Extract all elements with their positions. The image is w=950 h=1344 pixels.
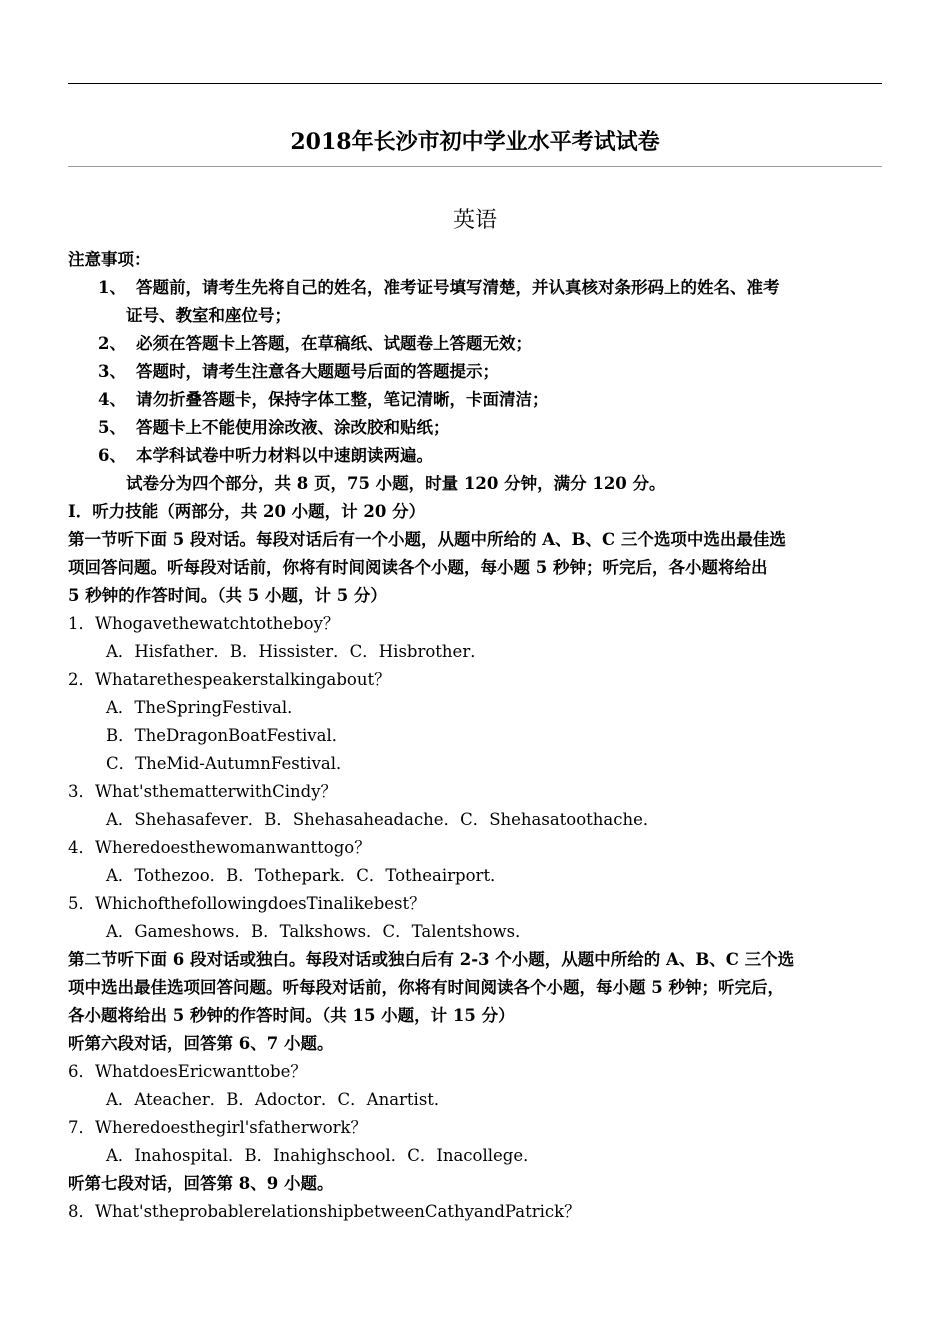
notice-text: 请勿折叠答题卡，保持字体工整，笔记清晰，卡面清洁； [136, 390, 549, 409]
question-2-option-a: A．TheSpringFestival． [106, 698, 304, 717]
question-7-options: A．Inahospital．B．Inahighschool．C．Inacollege． [106, 1146, 540, 1165]
exam-title: 2018年长沙市初中学业水平考试试卷 [290, 129, 660, 155]
question-2: 2．Whatarethespeakerstalkingabout？ [68, 670, 391, 689]
section1-instructions-line3: 5 秒钟的作答时间。（共 5 小题，计 5 分） [68, 586, 387, 605]
dialog-7-instruction: 听第七段对话，回答第 8、9 小题。 [68, 1174, 334, 1193]
notice-heading: 注意事项： [68, 250, 151, 269]
question-3: 3．What'sthematterwithCindy？ [68, 782, 338, 801]
section2-instructions-line1: 第二节听下面 6 段对话或独白。每段对话或独白后有 2-3 个小题，从题中所给的 A、B、C 三个选 [68, 950, 795, 969]
question-1-options: A．Hisfather．B．Hissister．C．Hisbrother． [106, 642, 487, 661]
notice-num: 3、 [98, 362, 126, 381]
notice-text: 必须在答题卡上答题，在草稿纸、试题卷上答题无效； [136, 334, 532, 353]
notice-item-3 [68, 358, 888, 386]
notice-num: 1、 [98, 278, 126, 297]
section2-instructions-line3: 各小题将给出 5 秒钟的作答时间。（共 15 小题，计 15 分） [68, 1006, 515, 1025]
question-2-option-b: B．TheDragonBoatFestival． [106, 726, 349, 745]
subject-title: 英语 [452, 208, 497, 233]
notice-item-1-cont: 证号、教室和座位号； [126, 306, 291, 325]
notice-item-2 [68, 330, 888, 358]
question-8: 8．What'stheprobablerelationshipbetweenCathyandPatrick？ [68, 1202, 581, 1221]
question-4: 4．Wheredoesthewomanwanttogo？ [68, 838, 371, 857]
question-3-options: A．Shehasafever．B．Shehasaheadache．C．Shehasatoothache． [106, 810, 660, 829]
section1-instructions-line2: 项回答问题。听每段对话前，你将有时间阅读各个小题，每小题 5 秒钟；听完后，各小题将给出 [68, 558, 768, 577]
notice-text: 本学科试卷中听力材料以中速朗读两遍。 [136, 446, 433, 465]
title-underline [68, 166, 882, 167]
section1-instructions-line1: 第一节听下面 5 段对话。每段对话后有一个小题，从题中所给的 A、B、C 三个选项中选出最佳选 [68, 530, 786, 549]
section2-instructions-line2: 项中选出最佳选项回答问题。听每段对话前，你将有时间阅读各个小题，每小题 5 秒钟；听完后， [68, 978, 784, 997]
exam-content [68, 246, 888, 1226]
question-5-options: A．Gameshows．B．Talkshows．C．Talentshows． [106, 922, 532, 941]
notice-text: 答题前，请考生先将自己的姓名，准考证号填写清楚，并认真核对条形码上的姓名、准考 [136, 278, 780, 297]
notice-num: 2、 [98, 334, 126, 353]
notice-summary: 试卷分为四个部分，共 8 页，75 小题，时量 120 分钟，满分 120 分。 [126, 474, 666, 493]
notice-item-4 [68, 386, 888, 414]
question-4-options: A．Tothezoo．B．Tothepark．C．Totheairport． [106, 866, 507, 885]
question-6-options: A．Ateacher．B．Adoctor．C．Anartist． [106, 1090, 451, 1109]
question-2-option-c: C．TheMid-AutumnFestival． [106, 754, 353, 773]
notice-item-6 [68, 442, 888, 470]
question-5: 5．WhichofthefollowingdoesTinalikebest？ [68, 894, 426, 913]
question-7: 7．Wheredoesthegirl'sfatherwork？ [68, 1118, 368, 1137]
notice-item-1 [68, 274, 888, 302]
notice-num: 4、 [98, 390, 126, 409]
notice-text: 答题卡上不能使用涂改液、涂改胶和贴纸； [136, 418, 450, 437]
dialog-6-instruction: 听第六段对话，回答第 6、7 小题。 [68, 1034, 334, 1053]
top-rule [68, 83, 882, 84]
question-1: 1．Whogavethewatchtotheboy？ [68, 614, 340, 633]
notice-num: 6、 [98, 446, 126, 465]
part1-heading: Ⅰ．听力技能（两部分，共 20 小题，计 20 分） [68, 502, 426, 521]
notice-item-5 [68, 414, 888, 442]
notice-text: 答题时，请考生注意各大题题号后面的答题提示； [136, 362, 499, 381]
question-6: 6．WhatdoesEricwanttobe？ [68, 1062, 307, 1081]
notice-num: 5、 [98, 418, 126, 437]
